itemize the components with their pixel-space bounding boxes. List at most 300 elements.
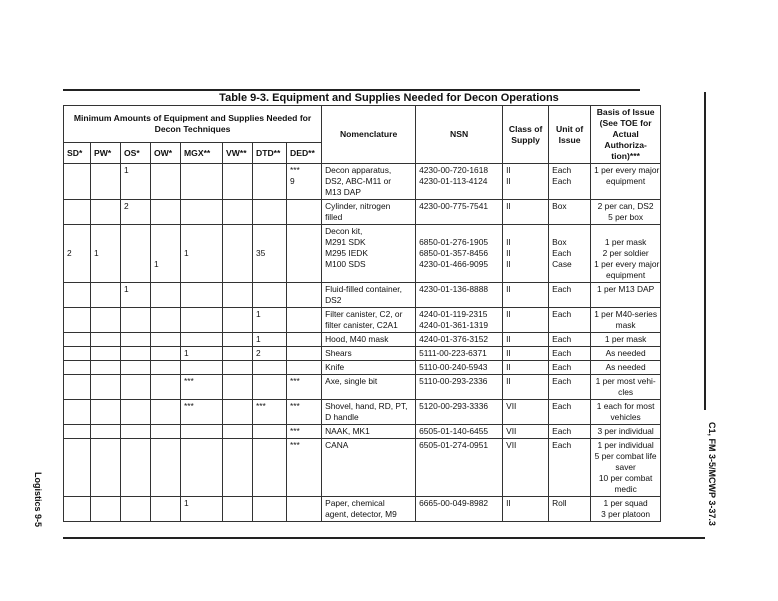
basis-cell [591, 200, 661, 225]
technique-amount-cell [287, 439, 322, 497]
technique-amount-cell [91, 439, 121, 497]
basis-cell [591, 308, 661, 333]
amount-text [226, 362, 249, 373]
amount-text [67, 401, 87, 412]
amount-text [94, 401, 117, 412]
nomenclature-cell-text: DS2, ABC-M11 or [325, 176, 392, 186]
amount-text [184, 309, 219, 320]
technique-amount-cell [253, 400, 287, 425]
technique-amount-cell [223, 425, 253, 439]
nsn-cell-text: 4230-00-720-1618 [419, 165, 489, 175]
amount-text [124, 401, 147, 412]
technique-amount-cell [64, 283, 91, 308]
class-cell [503, 225, 549, 283]
amount-text: 1 [256, 309, 261, 319]
nomenclature-cell-text: Axe, single bit [325, 376, 378, 386]
technique-amount-cell [91, 333, 121, 347]
technique-amount-cell [64, 497, 91, 522]
nomenclature-cell [322, 225, 416, 283]
amount-text [290, 362, 318, 373]
unit-cell-text [552, 226, 587, 237]
technique-amount-cell [181, 200, 223, 225]
basis-cell-text: 2 per soldier [602, 248, 649, 258]
table-row [64, 347, 661, 361]
technique-amount-cell [223, 497, 253, 522]
nomenclature-cell-text: M100 SDS [325, 259, 366, 269]
technique-amount-cell [64, 439, 91, 497]
technique-amount-cell [287, 425, 322, 439]
technique-amount-cell [253, 375, 287, 400]
amount-text [67, 237, 87, 248]
basis-cell-text: As needed [605, 362, 646, 372]
amount-text [154, 309, 177, 320]
technique-amount-cell [91, 400, 121, 425]
nomenclature-cell-text: Fluid-filled container, [325, 284, 402, 294]
nomenclature-cell-text: NAAK, MK1 [325, 426, 370, 436]
basis-cell-text: 1 per mask [604, 334, 647, 344]
amount-text [256, 440, 283, 451]
technique-amount-cell [64, 400, 91, 425]
technique-amount-cell [223, 347, 253, 361]
basis-cell-text: mask [615, 320, 636, 330]
class-cell-text: II [506, 498, 511, 508]
technique-amount-cell [223, 400, 253, 425]
class-cell [503, 347, 549, 361]
technique-amount-cell [253, 425, 287, 439]
technique-amount-cell [91, 308, 121, 333]
technique-amount-cell [64, 361, 91, 375]
amount-text [94, 165, 117, 176]
technique-amount-cell [64, 375, 91, 400]
basis-cell-text: 3 per platoon [601, 509, 651, 519]
unit-cell-text: Case [552, 259, 572, 269]
nsn-cell [416, 200, 503, 225]
technique-amount-cell [181, 347, 223, 361]
technique-amount-cell [151, 439, 181, 497]
nomenclature-cell [322, 283, 416, 308]
amount-text [67, 498, 87, 509]
amount-text [154, 362, 177, 373]
technique-amount-cell [253, 200, 287, 225]
technique-amount-cell [151, 375, 181, 400]
amount-text [290, 334, 318, 345]
unit-cell [549, 164, 591, 200]
technique-amount-cell [253, 439, 287, 497]
nsn-cell [416, 361, 503, 375]
amount-text [67, 201, 87, 212]
table-row [64, 200, 661, 225]
class-cell-text: II [506, 176, 511, 186]
class-cell [503, 425, 549, 439]
technique-amount-cell [91, 347, 121, 361]
technique-amount-cell [287, 497, 322, 522]
basis-cell [591, 225, 661, 283]
basis-cell-text: 2 per can, DS2 [597, 201, 654, 211]
technique-amount-cell [151, 347, 181, 361]
amount-text [94, 237, 117, 248]
nsn-cell-text: 6505-01-140-6455 [419, 426, 489, 436]
amount-text [226, 226, 249, 237]
unit-cell-text: Each [552, 401, 572, 411]
nsn-cell-text: 4230-00-775-7541 [419, 201, 489, 211]
amount-text [154, 334, 177, 345]
amount-text [67, 440, 87, 451]
technique-header: VW** [223, 143, 253, 164]
amount-text [94, 362, 117, 373]
technique-amount-cell [151, 225, 181, 283]
amount-text: 2 [124, 201, 129, 211]
technique-amount-cell [287, 283, 322, 308]
nsn-cell [416, 497, 503, 522]
technique-amount-cell [151, 425, 181, 439]
basis-cell-text: 3 per individual [597, 426, 654, 436]
nomenclature-cell [322, 439, 416, 497]
technique-amount-cell [151, 400, 181, 425]
basis-cell [591, 164, 661, 200]
amount-text: 1 [184, 248, 189, 258]
amount-text [67, 426, 87, 437]
amount-text [184, 334, 219, 345]
technique-amount-cell [151, 333, 181, 347]
amount-text [184, 440, 219, 451]
amount-text [226, 376, 249, 387]
amount-text: *** [290, 376, 300, 386]
unit-cell-text: Each [552, 284, 572, 294]
technique-amount-cell [121, 164, 151, 200]
class-cell-text: II [506, 309, 511, 319]
technique-amount-cell [121, 333, 151, 347]
technique-header: MGX** [181, 143, 223, 164]
basis-of-issue-header: Basis of Issue (See TOE for Actual Authoriza- tion)*** [591, 106, 661, 164]
amount-text: 1 [184, 498, 189, 508]
technique-amount-cell [121, 225, 151, 283]
technique-amount-cell [287, 164, 322, 200]
amount-text [154, 284, 177, 295]
nomenclature-cell-text: filter canister, C2A1 [325, 320, 398, 330]
nomenclature-cell-text: Filter canister, C2, or [325, 309, 403, 319]
unit-cell-text: Each [552, 426, 572, 436]
technique-amount-cell [121, 497, 151, 522]
basis-cell [591, 425, 661, 439]
amount-text [154, 201, 177, 212]
amount-text [154, 401, 177, 412]
technique-amount-cell [121, 361, 151, 375]
class-of-supply-header: Class of Supply [503, 106, 549, 164]
table-row [64, 333, 661, 347]
technique-amount-cell [121, 439, 151, 497]
amount-text [124, 362, 147, 373]
amount-text: *** [290, 426, 300, 436]
nsn-cell [416, 375, 503, 400]
amount-text [124, 309, 147, 320]
nsn-cell-text: 4230-01-113-4124 [419, 176, 488, 186]
table-row [64, 400, 661, 425]
class-cell [503, 439, 549, 497]
amount-text [184, 165, 219, 176]
technique-amount-cell [223, 361, 253, 375]
class-cell-text: II [506, 362, 511, 372]
technique-amount-cell [64, 308, 91, 333]
nsn-cell-text: 6665-00-049-8982 [419, 498, 489, 508]
amount-text: *** [290, 440, 300, 450]
techniques-group-header: Minimum Amounts of Equipment and Supplies Needed for Decon Techniques [64, 106, 322, 143]
nomenclature-cell [322, 497, 416, 522]
amount-text [94, 376, 117, 387]
technique-amount-cell [64, 347, 91, 361]
amount-text [124, 334, 147, 345]
nsn-cell-text: 5120-00-293-3336 [419, 401, 489, 411]
class-cell [503, 200, 549, 225]
nomenclature-cell-text: M291 SDK [325, 237, 366, 247]
technique-amount-cell [223, 164, 253, 200]
nomenclature-cell [322, 164, 416, 200]
table-row [64, 164, 661, 200]
amount-text [154, 376, 177, 387]
unit-cell [549, 225, 591, 283]
unit-cell-text: Each [552, 376, 572, 386]
technique-amount-cell [181, 425, 223, 439]
nomenclature-cell [322, 425, 416, 439]
amount-text: *** [256, 401, 266, 411]
amount-text [226, 440, 249, 451]
basis-cell-text: equipment [606, 176, 646, 186]
technique-amount-cell [253, 333, 287, 347]
amount-text [67, 362, 87, 373]
nsn-cell-text [419, 226, 499, 237]
technique-amount-cell [121, 347, 151, 361]
amount-text [67, 165, 87, 176]
amount-text [184, 284, 219, 295]
nsn-cell [416, 333, 503, 347]
technique-amount-cell [91, 283, 121, 308]
technique-amount-cell [287, 200, 322, 225]
amount-text: 1 [124, 165, 129, 175]
class-cell-text: II [506, 259, 511, 269]
nsn-cell [416, 283, 503, 308]
technique-amount-cell [121, 283, 151, 308]
unit-cell [549, 497, 591, 522]
technique-amount-cell [287, 225, 322, 283]
nomenclature-cell [322, 400, 416, 425]
amount-text [290, 348, 318, 359]
amount-text [184, 226, 219, 237]
technique-amount-cell [223, 225, 253, 283]
amount-text [154, 348, 177, 359]
bottom-rule [63, 537, 705, 539]
amount-text [226, 201, 249, 212]
technique-header: SD* [64, 143, 91, 164]
amount-text: *** [184, 376, 194, 386]
nomenclature-cell-text: Decon apparatus, [325, 165, 392, 175]
technique-amount-cell [91, 497, 121, 522]
nsn-cell-text: 6850-01-276-1905 [419, 237, 489, 247]
class-cell-text: VII [506, 401, 517, 411]
basis-cell [591, 347, 661, 361]
nomenclature-cell [322, 375, 416, 400]
amount-text [290, 498, 318, 509]
technique-amount-cell [121, 425, 151, 439]
nomenclature-cell-text: filled [325, 212, 343, 222]
basis-cell-text: vehicles [610, 412, 641, 422]
technique-amount-cell [151, 308, 181, 333]
basis-cell [591, 361, 661, 375]
nomenclature-cell-text: Decon kit, [325, 226, 363, 236]
amount-text [256, 165, 283, 176]
unit-cell-text: Each [552, 176, 572, 186]
unit-cell [549, 308, 591, 333]
class-cell-text: II [506, 376, 511, 386]
basis-cell-text: medic [614, 484, 637, 494]
amount-text [124, 440, 147, 451]
basis-cell-text: 1 per squad [603, 498, 648, 508]
technique-amount-cell [64, 225, 91, 283]
class-cell [503, 308, 549, 333]
amount-text [226, 348, 249, 359]
class-cell [503, 333, 549, 347]
technique-amount-cell [253, 361, 287, 375]
technique-amount-cell [64, 333, 91, 347]
amount-text: *** [290, 165, 300, 175]
unit-cell-text: Box [552, 237, 567, 247]
nsn-cell-text: 6505-01-274-0951 [419, 440, 489, 450]
technique-amount-cell [287, 347, 322, 361]
technique-header: OS* [121, 143, 151, 164]
nomenclature-cell-text: Hood, M40 mask [325, 334, 389, 344]
technique-amount-cell [253, 497, 287, 522]
amount-text [94, 309, 117, 320]
class-cell-text: II [506, 237, 511, 247]
technique-amount-cell [253, 164, 287, 200]
amount-text [94, 498, 117, 509]
technique-amount-cell [223, 308, 253, 333]
technique-amount-cell [91, 425, 121, 439]
technique-amount-cell [64, 164, 91, 200]
unit-cell-text: Each [552, 348, 572, 358]
technique-amount-cell [253, 308, 287, 333]
unit-cell [549, 425, 591, 439]
amount-text [256, 498, 283, 509]
amount-text: 9 [290, 176, 295, 186]
amount-text: *** [184, 401, 194, 411]
basis-cell [591, 439, 661, 497]
table-row [64, 308, 661, 333]
nomenclature-cell-text: Paper, chemical [325, 498, 385, 508]
amount-text [184, 426, 219, 437]
basis-cell [591, 333, 661, 347]
equipment-table [63, 105, 661, 522]
amount-text [67, 284, 87, 295]
class-cell-text: II [506, 201, 511, 211]
amount-text: 1 [94, 248, 99, 258]
amount-text: 1 [184, 348, 189, 358]
nsn-cell-text: 5111-00-223-6371 [419, 348, 487, 358]
class-cell-text: II [506, 165, 511, 175]
nomenclature-cell-text: DS2 [325, 295, 342, 305]
technique-amount-cell [253, 283, 287, 308]
amount-text [226, 426, 249, 437]
amount-text [184, 362, 219, 373]
nsn-header: NSN [416, 106, 503, 164]
amount-text [256, 362, 283, 373]
technique-amount-cell [64, 200, 91, 225]
nomenclature-header: Nomenclature [322, 106, 416, 164]
technique-amount-cell [91, 200, 121, 225]
basis-cell-text: 1 per individual [597, 440, 654, 450]
amount-text [154, 165, 177, 176]
nomenclature-cell [322, 308, 416, 333]
technique-amount-cell [181, 283, 223, 308]
basis-cell-text: 1 per every major [594, 259, 660, 269]
table-row [64, 225, 661, 283]
basis-cell-text: equipment [606, 270, 646, 280]
technique-amount-cell [121, 200, 151, 225]
technique-amount-cell [151, 361, 181, 375]
technique-amount-cell [223, 375, 253, 400]
technique-amount-cell [181, 497, 223, 522]
nomenclature-cell-text: Shears [325, 348, 352, 358]
amount-text [256, 226, 283, 237]
amount-text [226, 498, 249, 509]
table-row [64, 361, 661, 375]
amount-text [184, 237, 219, 248]
technique-amount-cell [287, 333, 322, 347]
nomenclature-cell [322, 347, 416, 361]
technique-amount-cell [151, 283, 181, 308]
unit-cell [549, 375, 591, 400]
amount-text [94, 334, 117, 345]
amount-text [94, 426, 117, 437]
unit-cell-text: Each [552, 248, 572, 258]
nsn-cell-text: 4240-01-376-3152 [419, 334, 489, 344]
basis-cell [591, 497, 661, 522]
class-cell [503, 375, 549, 400]
nsn-cell-text: 6850-01-357-8456 [419, 248, 489, 258]
technique-amount-cell [287, 361, 322, 375]
technique-amount-cell [223, 439, 253, 497]
technique-amount-cell [253, 347, 287, 361]
table-row [64, 283, 661, 308]
amount-text [226, 334, 249, 345]
unit-of-issue-header: Unit of Issue [549, 106, 591, 164]
amount-text: *** [290, 401, 300, 411]
unit-cell-text: Each [552, 440, 572, 450]
nsn-cell-text: 4230-01-136-8888 [419, 284, 489, 294]
nomenclature-cell-text: Knife [325, 362, 345, 372]
technique-amount-cell [223, 333, 253, 347]
basis-cell [591, 375, 661, 400]
class-cell-text: II [506, 248, 511, 258]
amount-text [256, 284, 283, 295]
amount-text [154, 426, 177, 437]
nomenclature-cell [322, 333, 416, 347]
technique-amount-cell [64, 425, 91, 439]
basis-cell-text: cles [618, 387, 634, 397]
class-cell-text: II [506, 284, 511, 294]
technique-amount-cell [91, 164, 121, 200]
amount-text: 2 [256, 348, 261, 358]
technique-amount-cell [223, 283, 253, 308]
amount-text [124, 348, 147, 359]
unit-cell-text: Each [552, 309, 572, 319]
nsn-cell [416, 439, 503, 497]
basis-cell-text: 10 per combat [598, 473, 653, 483]
technique-amount-cell [151, 497, 181, 522]
nsn-cell [416, 347, 503, 361]
amount-text [154, 237, 177, 248]
technique-amount-cell [287, 308, 322, 333]
margin-document-id: C1, FM 3-5/MCWP 3-37.3 [707, 422, 717, 526]
amount-text [290, 201, 318, 212]
